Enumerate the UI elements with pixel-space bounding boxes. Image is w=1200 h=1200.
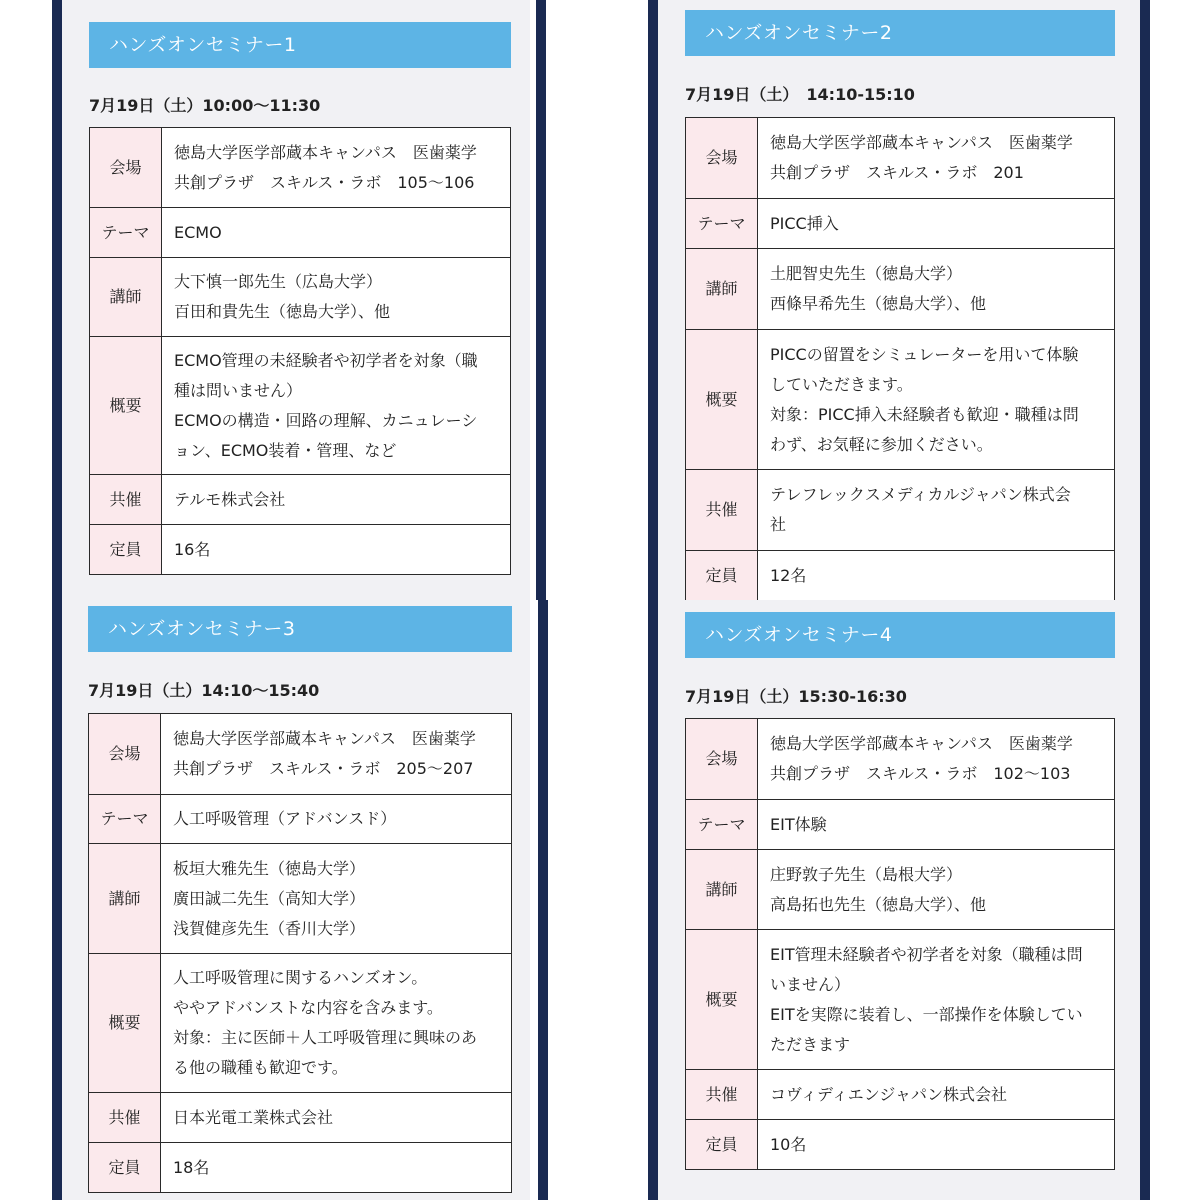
venue-line: 共創プラザ スキルス・ラボ 102〜103 (770, 764, 1071, 783)
row-venue (89, 714, 512, 795)
row-venue (686, 719, 1115, 800)
seminar-date: 7月19日（土）14:10〜15:40 (88, 681, 320, 700)
label-venue: 会場 (90, 128, 162, 208)
label-capacity: 定員 (686, 551, 758, 601)
label-sponsor: 共催 (90, 475, 162, 525)
lecturer-line: 土肥智史先生（徳島大学） (770, 264, 963, 283)
row-lecturer (90, 258, 511, 337)
lecturer-line: 百田和貴先生（徳島大学）、他 (174, 302, 391, 321)
lecturer-line: 高島拓也先生（徳島大学）、他 (770, 894, 987, 914)
seminar-panel-3 (0, 600, 600, 1200)
frame-bar-right (538, 600, 548, 1200)
value-sponsor (162, 475, 511, 525)
lecturer-line: 庄野敦子先生（島根大学） (770, 864, 963, 884)
seminar-panel-4 (600, 600, 1200, 1200)
summary-line: 対象：主に医師＋人工呼吸管理に興味のあ (173, 1028, 478, 1047)
seminar-panel-1 (0, 0, 600, 600)
seminar-date: 7月19日（土）15:30-16:30 (685, 687, 907, 706)
label-lecturer: 講師 (90, 258, 162, 337)
value-summary (758, 930, 1115, 1070)
label-theme: テーマ (686, 199, 758, 249)
row-capacity (686, 551, 1115, 601)
label-summary: 概要 (90, 337, 162, 475)
seminar-date: 7月19日（土）10:00〜11:30 (89, 96, 321, 115)
value-theme: PICC挿入 (758, 199, 1115, 249)
row-summary (686, 930, 1115, 1070)
value-lecturer (758, 249, 1115, 330)
row-lecturer (686, 850, 1115, 930)
venue-line: 徳島大学医学部蔵本キャンパス 医歯薬学 (174, 142, 477, 162)
lecturer-line: 板垣大雅先生（徳島大学） (173, 858, 366, 878)
summary-line: ややアドバンストな内容を含みます。 (173, 998, 443, 1017)
row-venue (686, 118, 1115, 199)
label-sponsor: 共催 (686, 470, 758, 551)
label-venue: 会場 (686, 118, 758, 199)
value-summary (758, 330, 1115, 470)
summary-line: ただきます (770, 1034, 851, 1054)
venue-line: 徳島大学医学部蔵本キャンパス 医歯薬学 (173, 729, 476, 748)
summary-line: いません） (770, 974, 851, 994)
sponsor-line: テルモ株式会社 (174, 489, 286, 509)
summary-line: 人工呼吸管理に関するハンズオン。 (173, 968, 428, 987)
label-capacity: 定員 (90, 525, 162, 575)
label-sponsor: 共催 (89, 1093, 161, 1143)
summary-line: していただきます。 (770, 374, 913, 394)
value-capacity: 18名 (161, 1143, 512, 1193)
value-venue (162, 128, 511, 208)
label-theme: テーマ (90, 208, 162, 258)
row-sponsor (89, 1093, 512, 1143)
label-venue: 会場 (686, 719, 758, 800)
row-lecturer (686, 249, 1115, 330)
label-lecturer: 講師 (686, 249, 758, 330)
seminar-info-table (685, 117, 1115, 600)
value-lecturer (758, 850, 1115, 930)
seminar-title: ハンズオンセミナー1 (89, 22, 511, 68)
value-lecturer (162, 258, 511, 337)
value-theme: EIT体験 (758, 800, 1115, 850)
seminar-title: ハンズオンセミナー3 (88, 606, 512, 652)
label-lecturer: 講師 (89, 844, 161, 954)
label-summary: 概要 (89, 954, 161, 1093)
sponsor-line: テレフレックスメディカルジャパン株式会 (770, 485, 1071, 504)
row-summary (89, 954, 512, 1093)
row-summary (686, 330, 1115, 470)
row-theme (89, 795, 512, 844)
lecturer-line: 廣田誠二先生（高知大学） (173, 888, 366, 908)
label-theme: テーマ (686, 800, 758, 850)
frame-bar-left (52, 600, 62, 1200)
value-venue (758, 118, 1115, 199)
venue-line: 共創プラザ スキルス・ラボ 105〜106 (174, 172, 475, 192)
row-venue (90, 128, 511, 208)
value-capacity: 16名 (162, 525, 511, 575)
sponsor-line: コヴィディエンジャパン株式会社 (770, 1084, 1008, 1104)
venue-line: 共創プラザ スキルス・ラボ 201 (770, 163, 1024, 182)
summary-line: ECMOの構造・回路の理解、カニュレーシ (174, 410, 478, 430)
summary-line: EITを実際に装着し、一部操作を体験してい (770, 1004, 1083, 1024)
row-summary (90, 337, 511, 475)
frame-bar-right (536, 0, 546, 600)
value-summary (161, 954, 512, 1093)
lecturer-line: 西條早希先生（徳島大学）、他 (770, 294, 987, 313)
label-sponsor: 共催 (686, 1070, 758, 1120)
frame-bar-left (648, 0, 658, 600)
summary-line: る他の職種も歓迎です。 (173, 1058, 348, 1077)
value-capacity: 10名 (758, 1120, 1115, 1170)
summary-line: ECMO管理の未経験者や初学者を対象（職 (174, 350, 478, 370)
seminar-title: ハンズオンセミナー2 (685, 10, 1115, 56)
label-venue: 会場 (89, 714, 161, 795)
seminar-info-table (89, 127, 511, 575)
value-sponsor (161, 1093, 512, 1143)
value-lecturer (161, 844, 512, 954)
row-theme (686, 199, 1115, 249)
sponsor-line: 日本光電工業株式会社 (173, 1107, 334, 1127)
frame-bar-right (1140, 600, 1150, 1200)
label-summary: 概要 (686, 330, 758, 470)
row-sponsor (686, 470, 1115, 551)
lecturer-line: 大下慎一郎先生（広島大学） (174, 272, 383, 291)
row-capacity (90, 525, 511, 575)
lecturer-line: 浅賀健彦先生（香川大学） (173, 918, 366, 938)
label-capacity: 定員 (89, 1143, 161, 1193)
seminar-date: 7月19日（土） 14:10-15:10 (685, 85, 915, 104)
seminar-panel-2 (600, 0, 1200, 600)
value-venue (161, 714, 512, 795)
summary-line: 種は問いません） (174, 380, 303, 400)
frame-bar-right (1140, 0, 1150, 600)
row-lecturer (89, 844, 512, 954)
summary-line: EIT管理未経験者や初学者を対象（職種は問 (770, 944, 1083, 964)
value-theme: 人工呼吸管理（アドバンスド） (161, 795, 512, 844)
value-theme: ECMO (162, 208, 511, 258)
summary-line: わず、お気軽に参加ください。 (770, 434, 993, 454)
label-theme: テーマ (89, 795, 161, 844)
row-capacity (686, 1120, 1115, 1170)
frame-bar-left (648, 600, 658, 1200)
label-summary: 概要 (686, 930, 758, 1070)
value-sponsor (758, 470, 1115, 551)
venue-line: 共創プラザ スキルス・ラボ 205〜207 (173, 759, 474, 778)
value-sponsor (758, 1070, 1115, 1120)
venue-line: 徳島大学医学部蔵本キャンパス 医歯薬学 (770, 734, 1073, 753)
sponsor-line: 社 (770, 515, 787, 534)
value-capacity: 12名 (758, 551, 1115, 601)
venue-line: 徳島大学医学部蔵本キャンパス 医歯薬学 (770, 133, 1073, 152)
seminar-title: ハンズオンセミナー4 (685, 612, 1115, 658)
label-lecturer: 講師 (686, 850, 758, 930)
value-venue (758, 719, 1115, 800)
row-theme (90, 208, 511, 258)
frame-bar-left (52, 0, 62, 600)
value-summary (162, 337, 511, 475)
row-theme (686, 800, 1115, 850)
summary-line: 対象：PICC挿入未経験者も歓迎・職種は問 (770, 404, 1079, 424)
row-sponsor (90, 475, 511, 525)
row-sponsor (686, 1070, 1115, 1120)
seminar-info-table (685, 718, 1115, 1170)
summary-line: PICCの留置をシミュレーターを用いて体験 (770, 344, 1079, 364)
summary-line: ョン、ECMO装着・管理、など (174, 440, 397, 460)
label-capacity: 定員 (686, 1120, 758, 1170)
row-capacity (89, 1143, 512, 1193)
seminar-info-table (88, 713, 512, 1193)
